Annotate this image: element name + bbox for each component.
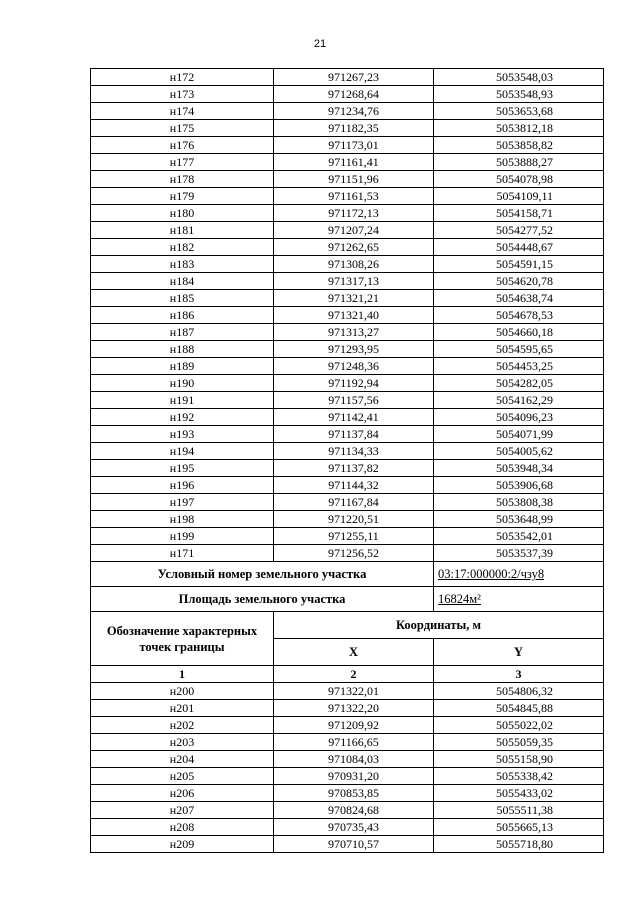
- x-coordinate-cell: 971262,65: [274, 239, 434, 256]
- column-number-3: 3: [434, 666, 604, 683]
- x-coordinate-cell: 971144,32: [274, 477, 434, 494]
- x-coordinate-cell: 971248,36: [274, 358, 434, 375]
- point-id-cell: н189: [91, 358, 274, 375]
- x-coordinate-cell: 970824,68: [274, 802, 434, 819]
- y-coordinate-cell: 5054638,74: [434, 290, 604, 307]
- table-row: [91, 545, 604, 562]
- x-coordinate-cell: 971268,64: [274, 86, 434, 103]
- point-id-cell: н181: [91, 222, 274, 239]
- x-coordinate-cell: 971182,35: [274, 120, 434, 137]
- x-coordinate-cell: 971137,84: [274, 426, 434, 443]
- point-id-cell: н198: [91, 511, 274, 528]
- column-number-1: 1: [91, 666, 274, 683]
- y-coordinate-cell: 5053653,68: [434, 103, 604, 120]
- coordinates-header: Координаты, м: [274, 612, 604, 639]
- point-id-cell: н172: [91, 69, 274, 86]
- coordinates-part2: [91, 683, 604, 853]
- point-id-cell: н185: [91, 290, 274, 307]
- x-coordinate-cell: 971308,26: [274, 256, 434, 273]
- x-coordinate-cell: 971142,41: [274, 409, 434, 426]
- y-coordinate-cell: 5054162,29: [434, 392, 604, 409]
- parcel-info: [91, 562, 604, 612]
- table-row: [91, 768, 604, 785]
- point-id-cell: н206: [91, 785, 274, 802]
- y-coordinate-cell: 5053858,82: [434, 137, 604, 154]
- y-coordinate-cell: 5053537,39: [434, 545, 604, 562]
- table-row: [91, 188, 604, 205]
- point-id-cell: н182: [91, 239, 274, 256]
- table-row: [91, 494, 604, 511]
- x-coordinate-cell: 971161,53: [274, 188, 434, 205]
- y-coordinate-cell: 5054620,78: [434, 273, 604, 290]
- table-row: [91, 341, 604, 358]
- x-coordinate-cell: 971192,94: [274, 375, 434, 392]
- x-coordinate-cell: 971151,96: [274, 171, 434, 188]
- parcel-area-row: [91, 587, 604, 612]
- point-id-cell: н177: [91, 154, 274, 171]
- table-row: [91, 392, 604, 409]
- y-coordinate-cell: 5055511,38: [434, 802, 604, 819]
- table-row: [91, 734, 604, 751]
- point-id-cell: н207: [91, 802, 274, 819]
- point-id-cell: н205: [91, 768, 274, 785]
- point-id-cell: н194: [91, 443, 274, 460]
- table-row: [91, 239, 604, 256]
- table-row: [91, 717, 604, 734]
- x-coordinate-cell: 971322,01: [274, 683, 434, 700]
- x-coordinate-cell: 971166,65: [274, 734, 434, 751]
- point-id-cell: н200: [91, 683, 274, 700]
- table-row: [91, 103, 604, 120]
- table-row: [91, 358, 604, 375]
- y-coordinate-cell: 5054109,11: [434, 188, 604, 205]
- y-coordinate-cell: 5055665,13: [434, 819, 604, 836]
- table-row: [91, 819, 604, 836]
- y-coordinate-cell: 5053548,93: [434, 86, 604, 103]
- y-coordinate-cell: 5054678,53: [434, 307, 604, 324]
- x-coordinate-cell: 971321,40: [274, 307, 434, 324]
- x-coordinate-cell: 971137,82: [274, 460, 434, 477]
- x-coordinate-cell: 971322,20: [274, 700, 434, 717]
- table-row: [91, 222, 604, 239]
- x-coordinate-cell: 971256,52: [274, 545, 434, 562]
- point-id-cell: н179: [91, 188, 274, 205]
- y-coordinate-cell: 5054448,67: [434, 239, 604, 256]
- table-row: [91, 511, 604, 528]
- x-coordinate-cell: 971167,84: [274, 494, 434, 511]
- point-id-cell: н183: [91, 256, 274, 273]
- table-row: [91, 290, 604, 307]
- point-id-cell: н186: [91, 307, 274, 324]
- y-coordinate-cell: 5053648,99: [434, 511, 604, 528]
- y-coordinate-cell: 5055022,02: [434, 717, 604, 734]
- table-row: [91, 273, 604, 290]
- y-coordinate-cell: 5055718,80: [434, 836, 604, 853]
- x-coordinate-cell: 971220,51: [274, 511, 434, 528]
- table-row: [91, 683, 604, 700]
- y-coordinate-cell: 5053812,18: [434, 120, 604, 137]
- y-coordinate-cell: 5054078,98: [434, 171, 604, 188]
- y-coordinate-cell: 5053888,27: [434, 154, 604, 171]
- x-coordinate-cell: 971321,21: [274, 290, 434, 307]
- point-id-cell: н201: [91, 700, 274, 717]
- points-header: Обозначение характерных точек границы: [91, 612, 274, 666]
- x-coordinate-cell: 970931,20: [274, 768, 434, 785]
- coordinates-table: [90, 68, 604, 853]
- coordinates-part1: [91, 69, 604, 562]
- x-coordinate-cell: 971255,11: [274, 528, 434, 545]
- point-id-cell: н191: [91, 392, 274, 409]
- y-coordinate-cell: 5053542,01: [434, 528, 604, 545]
- x-coordinate-cell: 971317,13: [274, 273, 434, 290]
- table-row: [91, 375, 604, 392]
- table-row: [91, 120, 604, 137]
- x-coordinate-cell: 971157,56: [274, 392, 434, 409]
- parcel-number-row: [91, 562, 604, 587]
- y-coordinate-cell: 5054158,71: [434, 205, 604, 222]
- y-coordinate-cell: 5053808,38: [434, 494, 604, 511]
- point-id-cell: н209: [91, 836, 274, 853]
- y-coordinate-cell: 5054806,32: [434, 683, 604, 700]
- point-id-cell: н171: [91, 545, 274, 562]
- x-coordinate-cell: 971207,24: [274, 222, 434, 239]
- x-coordinate-cell: 971161,41: [274, 154, 434, 171]
- point-id-cell: н195: [91, 460, 274, 477]
- y-coordinate-cell: 5054591,15: [434, 256, 604, 273]
- point-id-cell: н184: [91, 273, 274, 290]
- parcel-area-label: Площадь земельного участка: [91, 587, 434, 612]
- point-id-cell: н196: [91, 477, 274, 494]
- table-row: [91, 785, 604, 802]
- y-coordinate-cell: 5053548,03: [434, 69, 604, 86]
- point-id-cell: н203: [91, 734, 274, 751]
- point-id-cell: н174: [91, 103, 274, 120]
- table-row: [91, 69, 604, 86]
- table-row: [91, 205, 604, 222]
- y-coordinate-cell: 5053948,34: [434, 460, 604, 477]
- table-row: [91, 307, 604, 324]
- table-row: [91, 751, 604, 768]
- table-row: [91, 409, 604, 426]
- table-row: [91, 324, 604, 341]
- parcel-area-value: 16824м²: [434, 587, 604, 612]
- table-row: [91, 86, 604, 103]
- x-coordinate-cell: 971234,76: [274, 103, 434, 120]
- point-id-cell: н204: [91, 751, 274, 768]
- table-row: [91, 171, 604, 188]
- table-row: [91, 460, 604, 477]
- table-row: [91, 528, 604, 545]
- x-header: X: [274, 639, 434, 666]
- table-row: [91, 137, 604, 154]
- y-coordinate-cell: 5054282,05: [434, 375, 604, 392]
- y-coordinate-cell: 5053906,68: [434, 477, 604, 494]
- point-id-cell: н173: [91, 86, 274, 103]
- column-number-row: [91, 666, 604, 683]
- point-id-cell: н187: [91, 324, 274, 341]
- point-id-cell: н208: [91, 819, 274, 836]
- x-coordinate-cell: 971209,92: [274, 717, 434, 734]
- point-id-cell: н180: [91, 205, 274, 222]
- y-coordinate-cell: 5055158,90: [434, 751, 604, 768]
- point-id-cell: н197: [91, 494, 274, 511]
- table-header: [91, 612, 604, 683]
- table-row: [91, 443, 604, 460]
- x-coordinate-cell: 971134,33: [274, 443, 434, 460]
- table-row: [91, 256, 604, 273]
- point-id-cell: н175: [91, 120, 274, 137]
- y-coordinate-cell: 5054595,65: [434, 341, 604, 358]
- y-coordinate-cell: 5054071,99: [434, 426, 604, 443]
- table-row: [91, 836, 604, 853]
- table-row: [91, 154, 604, 171]
- x-coordinate-cell: 970735,43: [274, 819, 434, 836]
- table-row: [91, 477, 604, 494]
- y-header: Y: [434, 639, 604, 666]
- x-coordinate-cell: 971267,23: [274, 69, 434, 86]
- point-id-cell: н178: [91, 171, 274, 188]
- x-coordinate-cell: 971173,01: [274, 137, 434, 154]
- column-number-2: 2: [274, 666, 434, 683]
- y-coordinate-cell: 5055433,02: [434, 785, 604, 802]
- point-id-cell: н199: [91, 528, 274, 545]
- y-coordinate-cell: 5054845,88: [434, 700, 604, 717]
- point-id-cell: н193: [91, 426, 274, 443]
- y-coordinate-cell: 5054277,52: [434, 222, 604, 239]
- y-coordinate-cell: 5054005,62: [434, 443, 604, 460]
- point-id-cell: н192: [91, 409, 274, 426]
- page-number: 21: [313, 38, 327, 50]
- point-id-cell: н176: [91, 137, 274, 154]
- point-id-cell: н188: [91, 341, 274, 358]
- x-coordinate-cell: 970710,57: [274, 836, 434, 853]
- x-coordinate-cell: 971172,13: [274, 205, 434, 222]
- x-coordinate-cell: 970853,85: [274, 785, 434, 802]
- y-coordinate-cell: 5054453,25: [434, 358, 604, 375]
- x-coordinate-cell: 971084,03: [274, 751, 434, 768]
- table-row: [91, 700, 604, 717]
- parcel-number-value: 03:17:000000:2/чзу8: [434, 562, 604, 587]
- point-id-cell: н202: [91, 717, 274, 734]
- y-coordinate-cell: 5055059,35: [434, 734, 604, 751]
- table-row: [91, 426, 604, 443]
- y-coordinate-cell: 5055338,42: [434, 768, 604, 785]
- y-coordinate-cell: 5054660,18: [434, 324, 604, 341]
- x-coordinate-cell: 971293,95: [274, 341, 434, 358]
- table-row: [91, 802, 604, 819]
- y-coordinate-cell: 5054096,23: [434, 409, 604, 426]
- x-coordinate-cell: 971313,27: [274, 324, 434, 341]
- parcel-number-label: Условный номер земельного участка: [91, 562, 434, 587]
- point-id-cell: н190: [91, 375, 274, 392]
